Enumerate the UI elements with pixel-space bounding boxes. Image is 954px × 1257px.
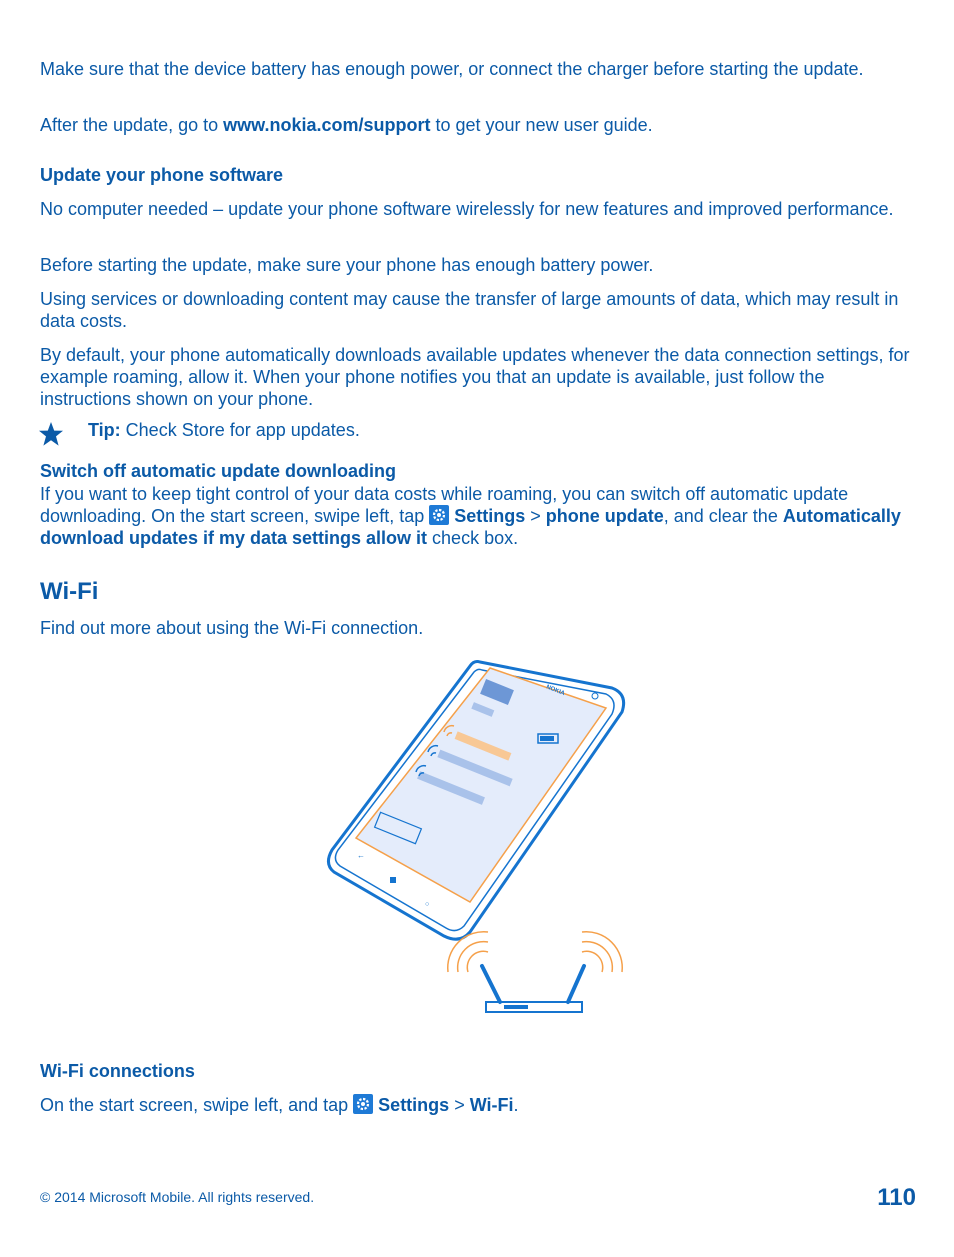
text-span: If you want to keep tight control of your data costs while roaming, you can switch off automatic update downloading. On the start screen, swipe left, tap [40,484,849,526]
auto-download-checkbox-label[interactable]: Automatically download updates if my data settings allow it [40,506,901,548]
settings-link[interactable]: Settings [454,506,526,526]
wifi-title: Wi-Fi [40,578,99,605]
update-paragraph-4: By default, your phone automatically downloads available updates whenever the data connection settings, for example roaming, allow it. When your phone notifies you that an update is available, just follow the instructions shown on your phone. [40,345,910,409]
phone-update-link[interactable]: phone update [545,506,664,526]
text-span: , and clear the [663,506,783,526]
tip-text: Check Store for app updates. [120,420,360,440]
wifi-link[interactable]: Wi-Fi [469,1095,514,1115]
text-span: After the update, go to [40,115,224,135]
after-update-paragraph [40,114,920,136]
update-heading: Update your phone software [40,165,284,185]
phone-brand: NOKIA [545,684,566,698]
switch-heading: Switch off automatic update downloading [40,461,396,481]
settings-link[interactable]: Settings [378,1095,450,1115]
wifi-connections-paragraph [40,1094,920,1116]
wifi-intro: Find out more about using the Wi-Fi connection. [40,618,424,638]
update-paragraph-3: Using services or downloading content may cause the transfer of large amounts of data, which may result in data costs. [40,289,899,331]
text-span: On the start screen, swipe left, and tap [40,1095,354,1115]
text-span: to get your new user guide. [430,115,653,135]
phone-illustration [328,662,623,940]
settings-gear-icon [353,1094,373,1114]
tip-label: Tip: [88,420,121,440]
phone-wifi-illustration [320,650,640,1020]
settings-gear-icon [429,505,449,525]
update-paragraph-2: Before starting the update, make sure your phone has enough battery power. [40,255,654,275]
switch-paragraph [40,483,920,549]
update-paragraph-1: No computer needed – update your phone software wirelessly for new features and improved performance. [40,199,894,219]
wifi-connections-heading: Wi-Fi connections [40,1061,195,1081]
page-number: 110 [877,1184,916,1211]
svg-text:←: ← [357,851,365,860]
copyright-footer: © 2014 Microsoft Mobile. All rights reserved. [40,1189,315,1205]
support-link[interactable]: www.nokia.com/support [223,115,431,135]
text-span: . [513,1095,519,1115]
star-icon [38,421,64,452]
text-span: check box. [427,528,519,548]
battery-paragraph: Make sure that the device battery has enough power, or connect the charger before starting the update. [40,59,864,79]
text-span: > [449,1095,470,1115]
text-span: > [525,506,546,526]
tip-line [88,419,908,441]
svg-text:○: ○ [425,901,430,908]
router-illustration [448,932,623,1012]
